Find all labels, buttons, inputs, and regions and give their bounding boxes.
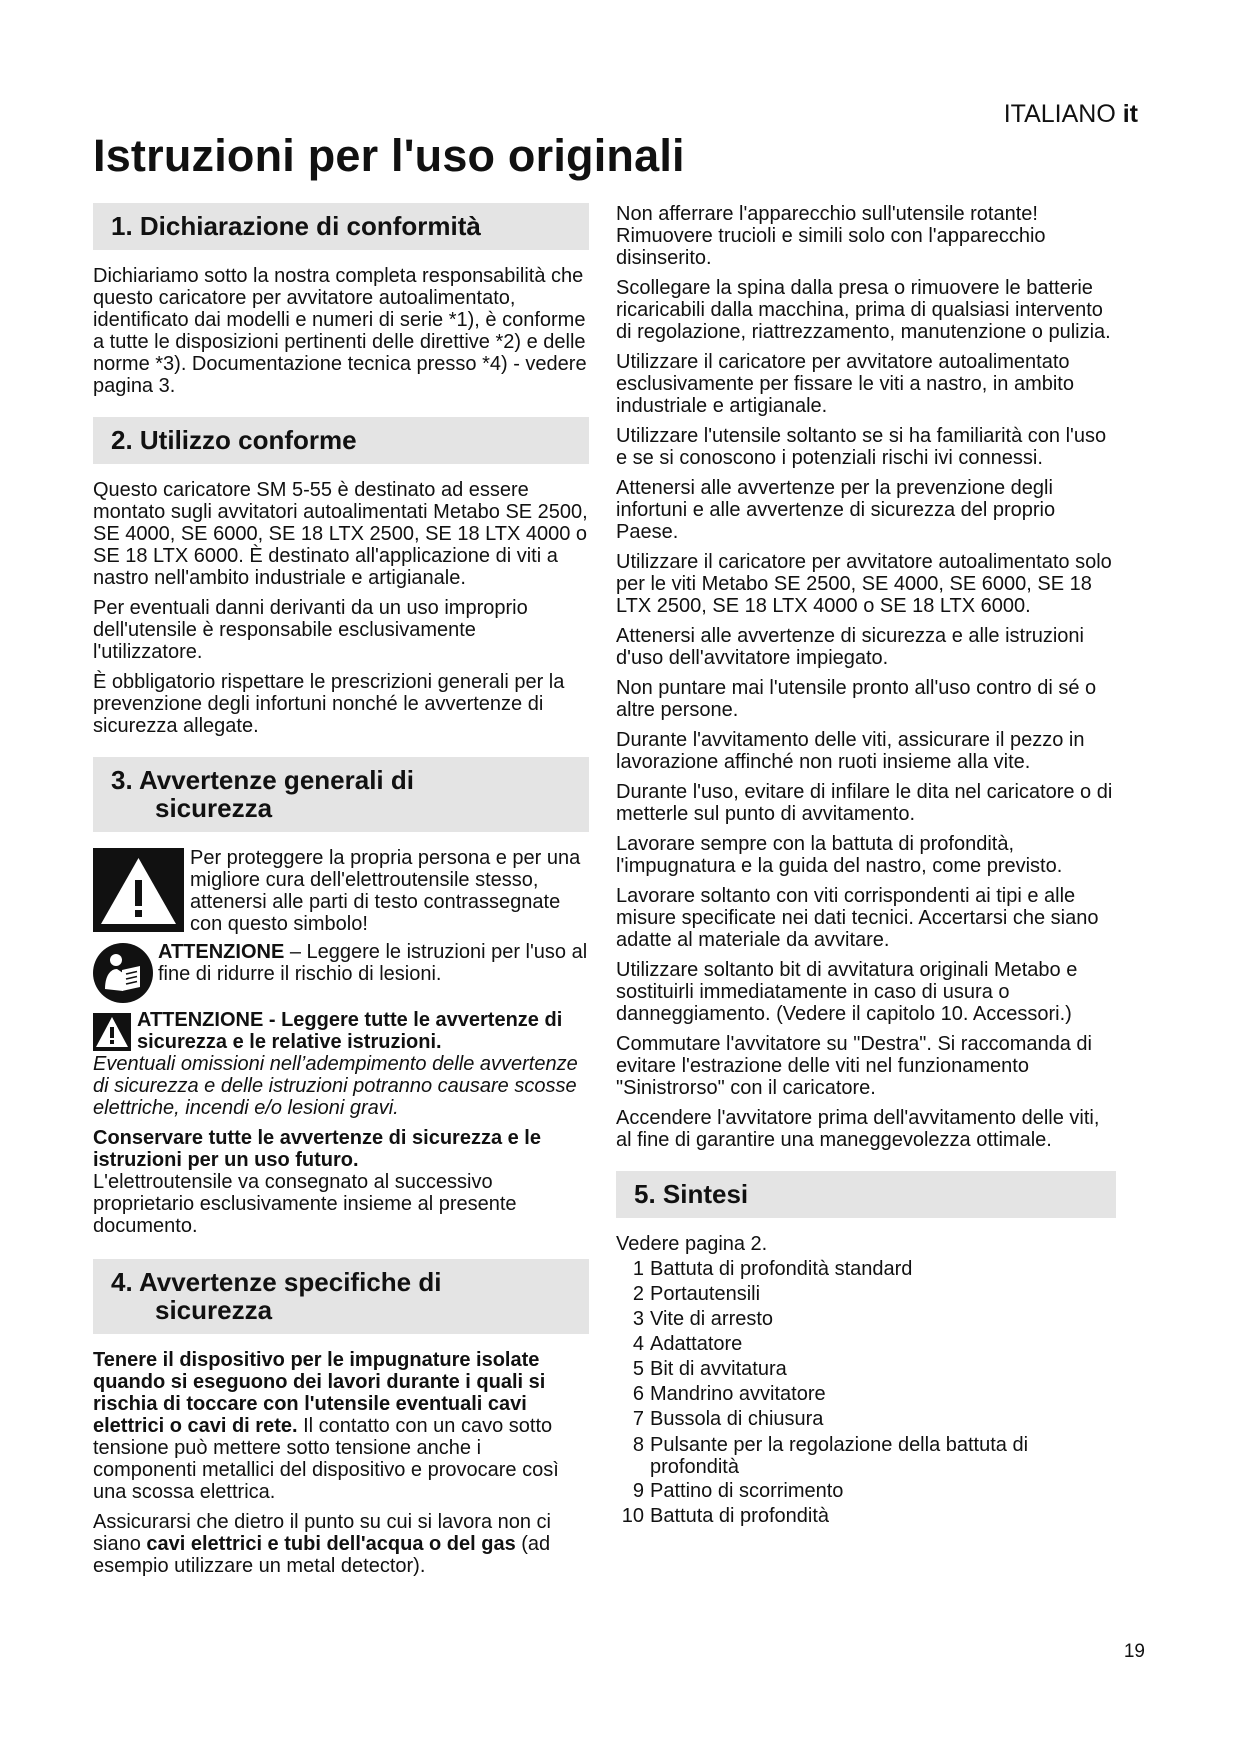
language-name: ITALIANO bbox=[1003, 100, 1116, 128]
legend-item bbox=[616, 1332, 1116, 1357]
read-manual-icon bbox=[93, 943, 153, 1003]
legend-number: 9 bbox=[632, 1480, 644, 1502]
left-column bbox=[93, 203, 589, 1585]
legend-item bbox=[616, 1257, 1116, 1282]
legend-item bbox=[616, 1382, 1116, 1407]
warning-small-icon bbox=[93, 1013, 131, 1051]
section-heading-2: 2. Utilizzo conforme bbox=[93, 417, 589, 464]
read-all-warnings bbox=[93, 1009, 589, 1053]
legend-label: Mandrino avvitatore bbox=[650, 1383, 826, 1405]
safety-paragraph: Durante l'uso, evitare di infilare le dita nel caricatore o di metterle sul punto di avvitamento. bbox=[616, 781, 1113, 825]
section-heading-4-line2: sicurezza bbox=[155, 1295, 273, 1325]
safety-paragraph: Utilizzare il caricatore per avvitatore autoalimentato solo per le viti Metabo SE 2500, SE 4000, SE 6000, SE 18 LTX 2500, SE 18 LTX 4000 o SE 18 LTX 6000. bbox=[616, 551, 1112, 617]
keep-instructions-bold: Conservare tutte le avvertenze di sicurezza e le istruzioni per un uso futuro. bbox=[93, 1127, 541, 1171]
legend-number: 1 bbox=[632, 1258, 644, 1280]
legend-number: 10 bbox=[621, 1505, 644, 1527]
read-manual-note bbox=[93, 941, 589, 1003]
legend-number: 5 bbox=[632, 1358, 644, 1380]
legend-number: 2 bbox=[632, 1283, 644, 1305]
legend-label: Bussola di chiusura bbox=[650, 1408, 824, 1430]
section-heading-1: 1. Dichiarazione di conformità bbox=[93, 203, 589, 250]
read-manual-text bbox=[158, 941, 589, 985]
section-heading-3-line1: 3. Avvertenze generali di bbox=[111, 765, 414, 795]
safety-paragraph: Attenersi alle avvertenze di sicurezza e alle istruzioni d'uso dell'avvitatore impiegato. bbox=[616, 625, 1084, 669]
safety-paragraph: Lavorare soltanto con viti corrispondenti ai tipi e alle misure specificate nei dati tecnici. Accertarsi che siano adatte al materiale da avvitare. bbox=[616, 885, 1099, 951]
language-label bbox=[1004, 100, 1138, 129]
legend-item bbox=[616, 1504, 1116, 1529]
legend-item bbox=[616, 1307, 1116, 1332]
read-all-warnings-text: ATTENZIONE - Leggere tutte le avvertenze di sicurezza e le relative istruzioni. bbox=[137, 1009, 563, 1053]
intended-use-text-3: È obbligatorio rispettare le prescrizioni generali per la prevenzione degli infortuni nonché le avvertenze di sicurezza allegate. bbox=[93, 671, 565, 737]
warning-consequences: Eventuali omissioni nell’adempimento delle avvertenze di sicurezza e delle istruzioni potranno causare scosse elettriche, incendi e/o lesioni gravi. bbox=[93, 1053, 578, 1119]
legend-label: Bit di avvitatura bbox=[650, 1358, 787, 1380]
page-title: Istruzioni per l'uso originali bbox=[93, 130, 685, 181]
legend-item bbox=[616, 1282, 1116, 1307]
keep-instructions bbox=[93, 1127, 589, 1237]
legend-label: Battuta di profondità standard bbox=[650, 1258, 913, 1280]
overview-intro: Vedere pagina 2. bbox=[616, 1233, 768, 1255]
intended-use-text-1: Questo caricatore SM 5-55 è destinato ad essere montato sugli avvitatori autoalimentati Metabo SE 2500, SE 4000, SE 6000, SE 18 LTX 2500, SE 18 LTX 4000 o SE 18 LTX 6000. È destinato all'applicazione di viti a nastro nell'ambito industriale e artigianale. bbox=[93, 479, 588, 589]
safety-paragraph: Utilizzare il caricatore per avvitatore autoalimentato esclusivamente per fissare le viti a nastro, in ambito industriale e artigianale. bbox=[616, 351, 1074, 417]
section-heading-4 bbox=[93, 1259, 589, 1334]
legend-label: Vite di arresto bbox=[650, 1308, 774, 1330]
legend-item bbox=[616, 1479, 1116, 1504]
safety-paragraph: Lavorare sempre con la battuta di profondità, l'impugnatura e la guida del nastro, come previsto. bbox=[616, 833, 1063, 877]
legend-number: 7 bbox=[632, 1408, 644, 1430]
read-manual-bold: ATTENZIONE bbox=[158, 941, 285, 963]
safety-paragraph: Non puntare mai l'utensile pronto all'uso contro di sé o altre persone. bbox=[616, 677, 1097, 721]
hidden-cables-post: (ad esempio utilizzare un metal detector). bbox=[93, 1533, 551, 1577]
section-heading-3-line2: sicurezza bbox=[155, 793, 273, 823]
legend-item bbox=[616, 1407, 1116, 1432]
language-code: it bbox=[1122, 100, 1138, 128]
read-manual-body: – Leggere le istruzioni per l'uso al fine di ridurre il rischio di lesioni. bbox=[158, 941, 588, 985]
insulated-grip-bold: Tenere il dispositivo per le impugnature isolate quando si eseguono dei lavori durante i quali si rischia di toccare con l'utensile eventuali cavi elettrici o cavi di rete. bbox=[93, 1349, 546, 1437]
safety-paragraph: Scollegare la spina dalla presa o rimuovere le batterie ricaricabili dalla macchina, prima di qualsiasi intervento di regolazione, riattrezzamento, manutenzione o pulizia. bbox=[616, 277, 1111, 343]
legend-label: Battuta di profondità bbox=[650, 1505, 830, 1527]
hidden-cables-bold: cavi elettrici e tubi dell'acqua o del gas bbox=[146, 1533, 516, 1555]
legend-number: 8 bbox=[632, 1434, 644, 1456]
legend-number: 3 bbox=[632, 1308, 644, 1330]
legend-label: Pulsante per la regolazione della battuta di profondità bbox=[650, 1434, 1029, 1478]
section-heading-4-line1: 4. Avvertenze specifiche di bbox=[111, 1267, 442, 1297]
symbol-note bbox=[93, 847, 589, 935]
legend-number: 4 bbox=[632, 1333, 644, 1355]
insulated-grip-warning bbox=[93, 1349, 589, 1503]
safety-paragraph: Durante l'avvitamento delle viti, assicurare il pezzo in lavorazione affinché non ruoti insieme alla vite. bbox=[616, 729, 1085, 773]
safety-paragraph: Utilizzare l'utensile soltanto se si ha familiarità con l'uso e se si conoscono i potenziali rischi ivi connessi. bbox=[616, 425, 1107, 469]
parts-legend bbox=[616, 1257, 1116, 1529]
conformity-text: Dichiariamo sotto la nostra completa responsabilità che questo caricatore per avvitatore autoalimentato, identificato dai modelli e numeri di serie *1), è conforme a tutte le disposizioni pertinenti delle direttive *2) e delle norme *3). Documentazione tecnica presso *4) - vedere pagina 3. bbox=[93, 265, 587, 397]
warning-triangle-icon bbox=[93, 848, 184, 932]
legend-number: 6 bbox=[632, 1383, 644, 1405]
symbol-note-text: Per proteggere la propria persona e per una migliore cura dell'elettroutensile stesso, attenersi alle parti di testo contrassegnate con questo simbolo! bbox=[190, 847, 581, 935]
legend-label: Portautensili bbox=[650, 1283, 761, 1305]
page-number: 19 bbox=[1123, 1641, 1145, 1662]
hidden-cables-warning bbox=[93, 1511, 589, 1577]
insulated-grip-text: Il contatto con un cavo sotto tensione può mettere sotto tensione anche i componenti metallici del dispositivo e provocare così una scossa elettrica. bbox=[93, 1415, 559, 1503]
safety-paragraph: Commutare l'avvitatore su "Destra". Si raccomanda di evitare l'estrazione delle viti nel funzionamento "Sinistrorso" con il caricatore. bbox=[616, 1033, 1092, 1099]
safety-paragraph: Attenersi alle avvertenze per la prevenzione degli infortuni e alle avvertenze di sicurezza del proprio Paese. bbox=[616, 477, 1056, 543]
right-column bbox=[616, 203, 1116, 1529]
safety-paragraph: Accendere l'avvitatore prima dell'avvitamento delle viti, al fine di garantire una maneggevolezza ottimale. bbox=[616, 1107, 1100, 1151]
hidden-cables-pre: Assicurarsi che dietro il punto su cui si lavora non ci siano bbox=[93, 1511, 551, 1555]
safety-paragraph: Non afferrare l'apparecchio sull'utensile rotante! Rimuovere trucioli e simili solo con l'apparecchio disinserito. bbox=[616, 203, 1046, 269]
keep-instructions-text: L'elettroutensile va consegnato al successivo proprietario esclusivamente insieme al presente documento. bbox=[93, 1171, 517, 1237]
legend-label: Adattatore bbox=[650, 1333, 743, 1355]
legend-label: Pattino di scorrimento bbox=[650, 1480, 844, 1502]
safety-paragraph: Utilizzare soltanto bit di avvitatura originali Metabo e sostituirli immediatamente in caso di usura o danneggiamento. (Vedere il capitolo 10. Accessori.) bbox=[616, 959, 1078, 1025]
section-heading-3 bbox=[93, 757, 589, 832]
section-heading-5: 5. Sintesi bbox=[616, 1171, 1116, 1218]
intended-use-text-2: Per eventuali danni derivanti da un uso improprio dell'utensile è responsabile esclusivamente l'utilizzatore. bbox=[93, 597, 528, 663]
legend-item bbox=[616, 1357, 1116, 1382]
legend-item bbox=[616, 1434, 1116, 1478]
